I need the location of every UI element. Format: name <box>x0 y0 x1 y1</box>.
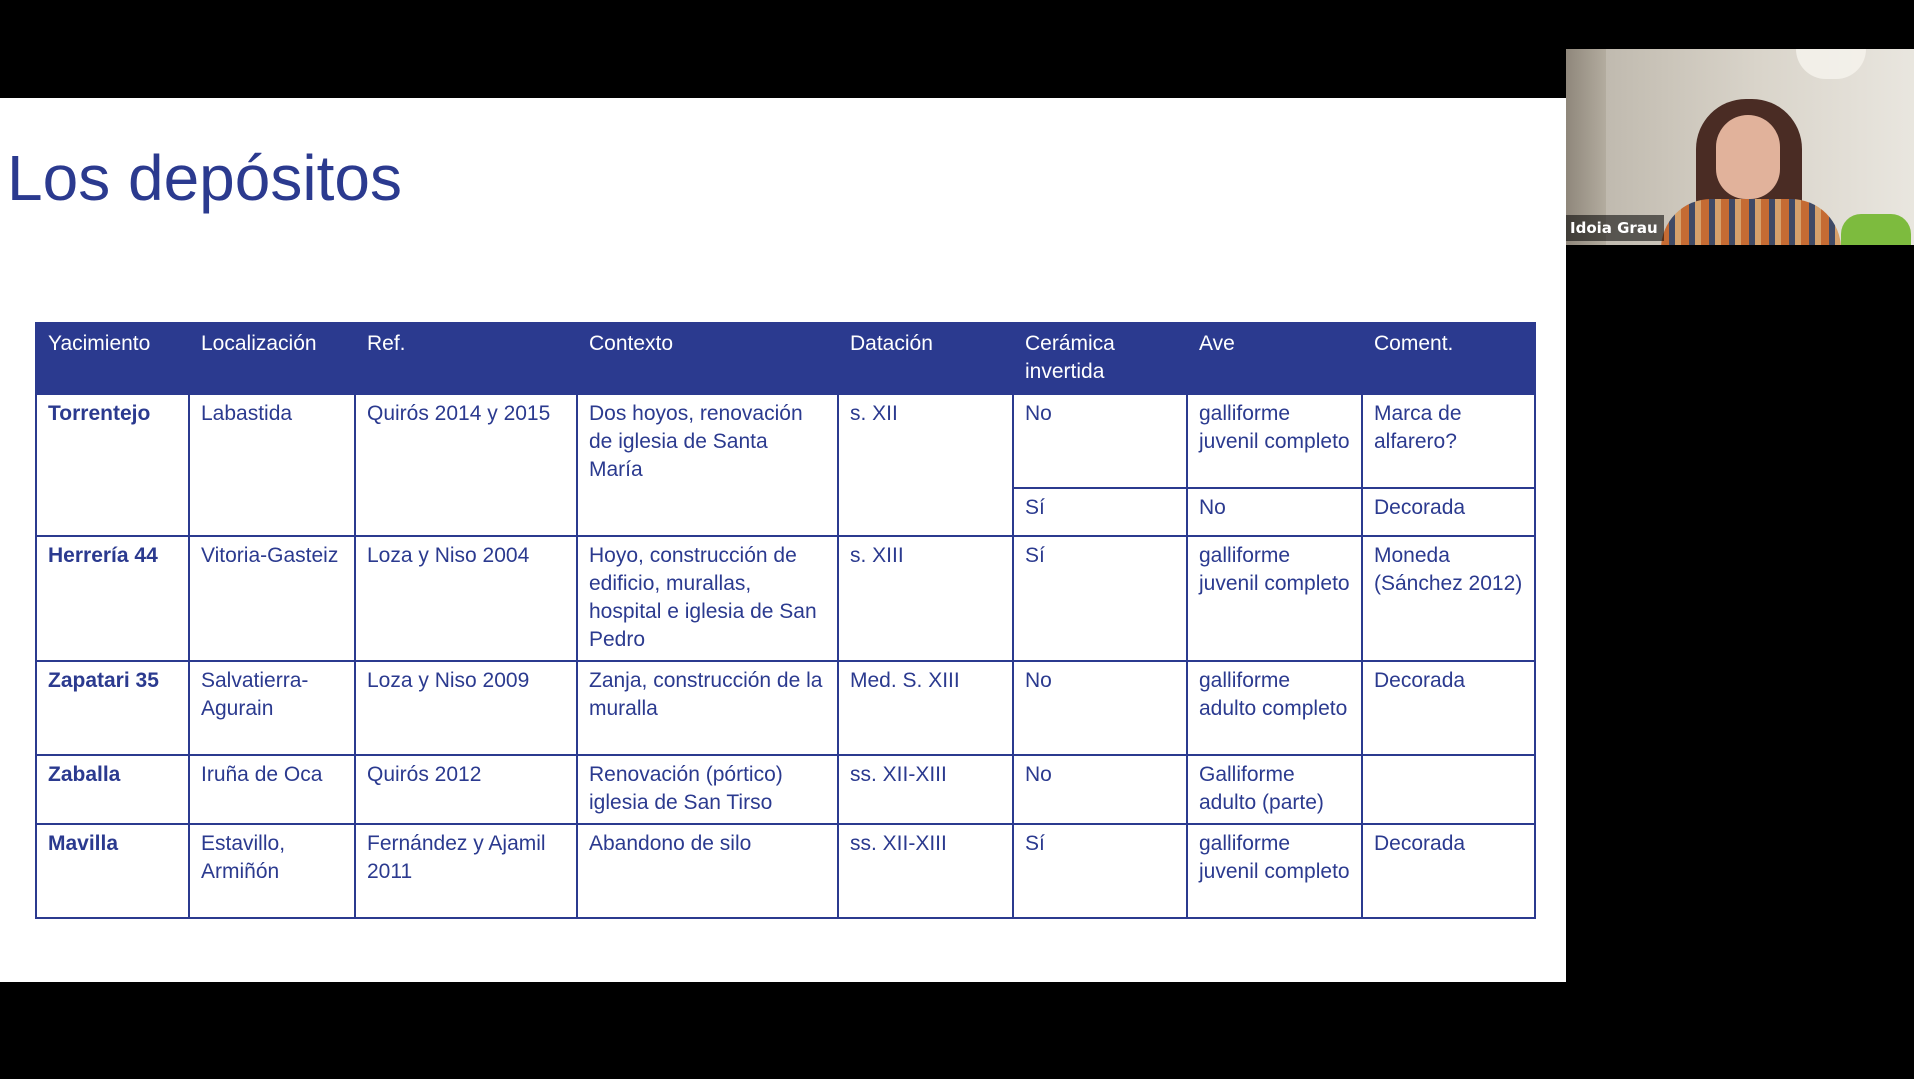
cell-location: Salvatierra-Agurain <box>189 661 355 755</box>
cell-bird: galliforme adulto completo <box>1187 661 1362 755</box>
cell-dating: ss. XII-XIII <box>838 824 1013 918</box>
cell-context: Dos hoyos, renovación de iglesia de Santa María <box>577 394 838 536</box>
table-row <box>36 394 1535 488</box>
cell-dating: ss. XII-XIII <box>838 755 1013 824</box>
cell-ref: Loza y Niso 2009 <box>355 661 577 755</box>
cell-ceramic: Sí <box>1013 824 1187 918</box>
column-header-contexto: Contexto <box>577 323 838 394</box>
cell-site: Mavilla <box>36 824 189 918</box>
video-background-plant <box>1841 214 1911 245</box>
cell-dating: Med. S. XIII <box>838 661 1013 755</box>
table-row <box>36 824 1535 918</box>
table-header-row <box>36 323 1535 394</box>
cell-bird: No <box>1187 488 1362 536</box>
cell-site: Herrería 44 <box>36 536 189 661</box>
cell-comment: Moneda (Sánchez 2012) <box>1362 536 1535 661</box>
cell-location: Labastida <box>189 394 355 536</box>
cell-location: Iruña de Oca <box>189 755 355 824</box>
cell-context: Abandono de silo <box>577 824 838 918</box>
cell-site: Zaballa <box>36 755 189 824</box>
cell-comment: Decorada <box>1362 661 1535 755</box>
column-header-yacimiento: Yacimiento <box>36 323 189 394</box>
cell-comment: Decorada <box>1362 488 1535 536</box>
participant-name-label: Idoia Grau <box>1566 215 1664 241</box>
cell-location: Vitoria-Gasteiz <box>189 536 355 661</box>
cell-dating: s. XII <box>838 394 1013 536</box>
column-header-datacion: Datación <box>838 323 1013 394</box>
cell-context: Zanja, construcción de la muralla <box>577 661 838 755</box>
slide-title: Los depósitos <box>7 142 402 214</box>
cell-site: Zapatari 35 <box>36 661 189 755</box>
video-background-lamp <box>1796 49 1866 79</box>
cell-bird: galliforme juvenil completo <box>1187 536 1362 661</box>
cell-bird: galliforme juvenil completo <box>1187 824 1362 918</box>
table-row <box>36 755 1535 824</box>
cell-site: Torrentejo <box>36 394 189 536</box>
cell-ref: Loza y Niso 2004 <box>355 536 577 661</box>
cell-ceramic: No <box>1013 661 1187 755</box>
cell-comment <box>1362 755 1535 824</box>
cell-comment: Marca de alfarero? <box>1362 394 1535 488</box>
column-header-ceramica-invertida: Cerámica invertida <box>1013 323 1187 394</box>
column-header-localizacion: Localización <box>189 323 355 394</box>
cell-ceramic: Sí <box>1013 488 1187 536</box>
table-row <box>36 661 1535 755</box>
participant-face <box>1716 115 1780 199</box>
cell-ref: Fernández y Ajamil 2011 <box>355 824 577 918</box>
cell-location: Estavillo, Armiñón <box>189 824 355 918</box>
cell-context: Renovación (pórtico) iglesia de San Tirso <box>577 755 838 824</box>
participant-body <box>1661 199 1841 245</box>
cell-ref: Quirós 2014 y 2015 <box>355 394 577 536</box>
column-header-ave: Ave <box>1187 323 1362 394</box>
cell-bird: galliforme juvenil completo <box>1187 394 1362 488</box>
column-header-coment: Coment. <box>1362 323 1535 394</box>
cell-ceramic: No <box>1013 755 1187 824</box>
cell-comment: Decorada <box>1362 824 1535 918</box>
presentation-slide <box>0 98 1566 982</box>
cell-ceramic: Sí <box>1013 536 1187 661</box>
cell-bird: Galliforme adulto (parte) <box>1187 755 1362 824</box>
cell-context: Hoyo, construcción de edificio, murallas, hospital e iglesia de San Pedro <box>577 536 838 661</box>
table-row <box>36 536 1535 661</box>
deposits-table <box>35 322 1536 919</box>
cell-ceramic: No <box>1013 394 1187 488</box>
participant-video-tile[interactable] <box>1566 49 1914 245</box>
cell-ref: Quirós 2012 <box>355 755 577 824</box>
column-header-ref: Ref. <box>355 323 577 394</box>
cell-dating: s. XIII <box>838 536 1013 661</box>
